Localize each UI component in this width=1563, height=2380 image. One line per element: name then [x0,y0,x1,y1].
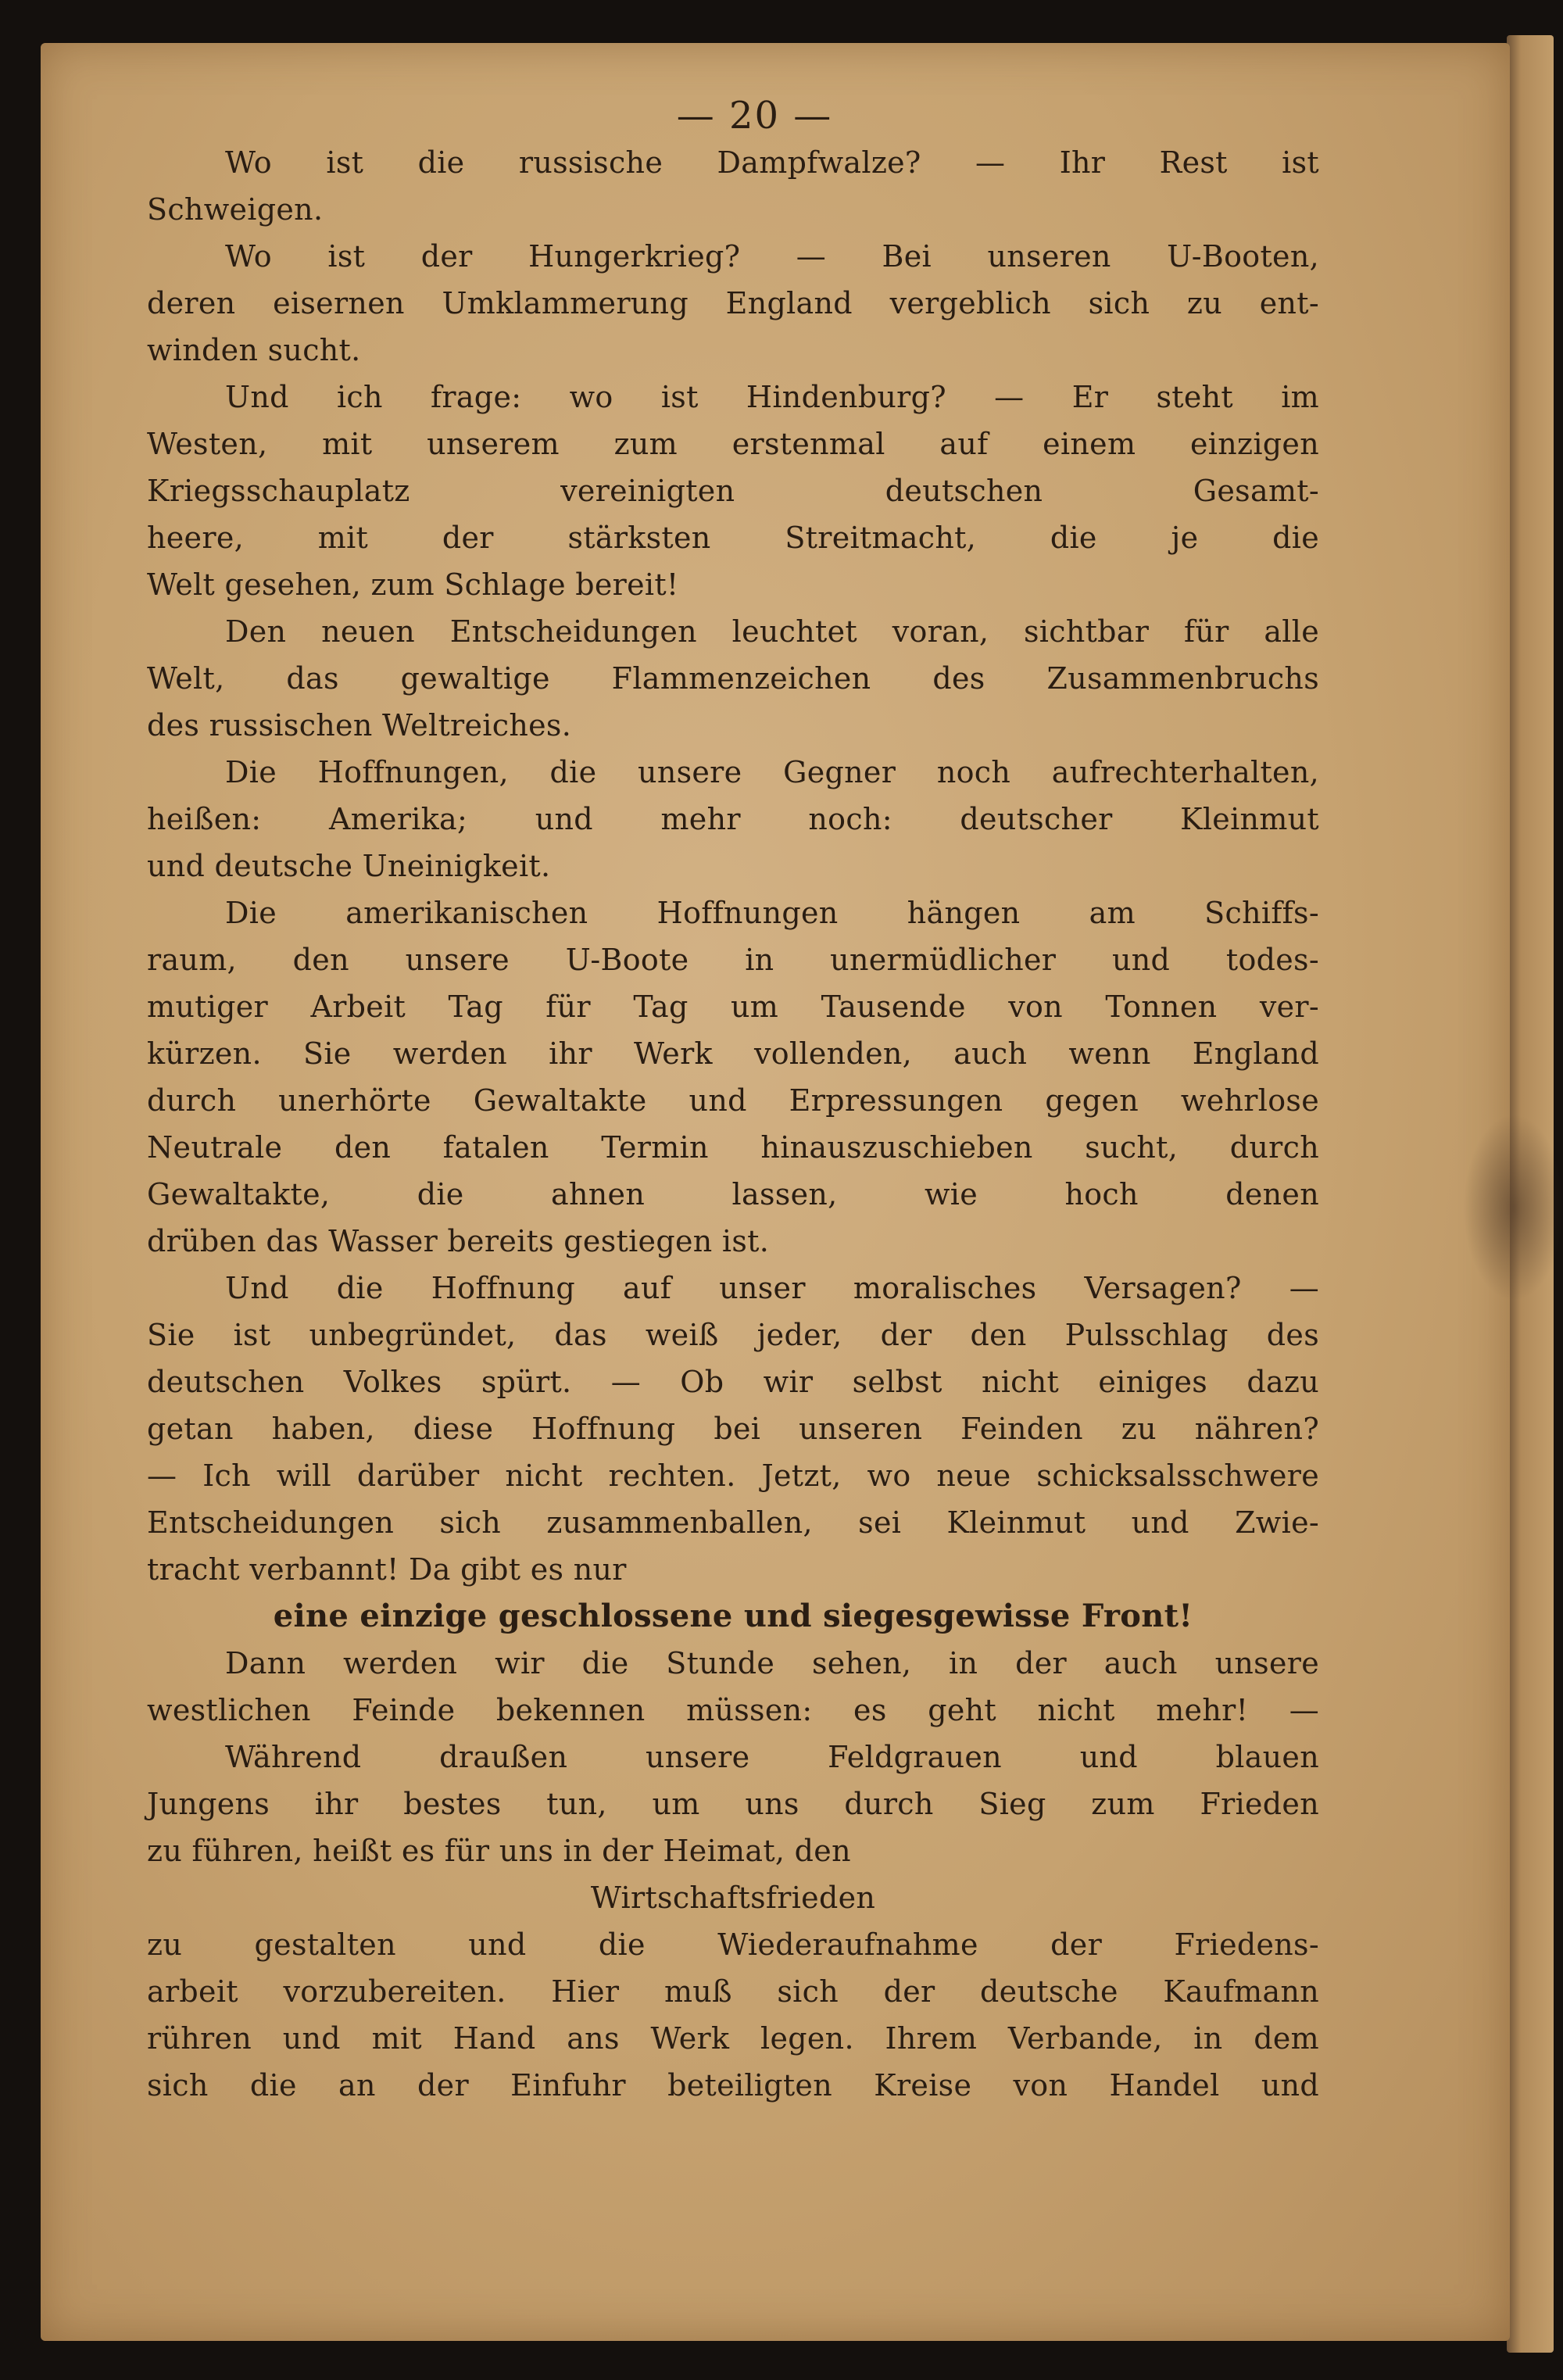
text-line: heißen: Amerika; und mehr noch: deutscher Kleinmut [147,802,1319,836]
text-line: des russischen Weltreiches. [147,708,572,743]
text-line: — Ich will darüber nicht rechten. Jetzt, wo neue schicksalsschwere [147,1458,1319,1493]
text-line: tracht verbannt! Da gibt es nur [147,1552,627,1587]
text-line: deren eisernen Umklammerung England vergeblich sich zu ent- [147,286,1319,320]
text-line: Die amerikanischen Hoffnungen hängen am Schiffs- [225,896,1319,930]
text-line: Und ich frage: wo ist Hindenburg? — Er steht im [225,380,1319,414]
text-line: getan haben, diese Hoffnung bei unseren Feinden zu nähren? [147,1412,1319,1446]
text-line: Neutrale den fatalen Termin hinauszuschieben sucht, durch [147,1130,1319,1165]
section-heading: Wirtschaftsfrieden [590,1881,876,1915]
text-line: rühren und mit Hand ans Werk legen. Ihrem Verbande, in dem [147,2021,1319,2056]
page-text [147,92,1319,2109]
text-line: Kriegsschauplatz vereinigten deutschen Gesamt- [147,474,1319,508]
text-line: Jungens ihr bestes tun, um uns durch Sieg zum Frieden [147,1787,1319,1821]
text-line: mutiger Arbeit Tag für Tag um Tausende von Tonnen ver- [147,990,1319,1024]
text-line: zu gestalten und die Wiederaufnahme der Friedens- [147,1927,1319,1962]
text-line: heere, mit der stärksten Streitmacht, die je die [147,521,1319,555]
text-line: zu führen, heißt es für uns in der Heimat, den [147,1834,851,1868]
text-line: arbeit vorzubereiten. Hier muß sich der deutsche Kaufmann [147,1974,1319,2009]
text-line: westlichen Feinde bekennen müssen: es geht nicht mehr! — [147,1693,1319,1727]
emphasis-line: eine einzige geschlossene und siegesgewisse Front! [273,1598,1193,1634]
text-line: Welt, das gewaltige Flammenzeichen des Zusammenbruchs [147,661,1319,696]
page-stain [1463,1114,1563,1301]
text-line: raum, den unsere U-Boote in unermüdlicher und todes- [147,943,1319,977]
text-line: Wo ist der Hungerkrieg? — Bei unseren U-Booten, [225,239,1319,274]
text-line: drüben das Wasser bereits gestiegen ist. [147,1224,770,1258]
text-line: Und die Hoffnung auf unser moralisches Versagen? — [225,1271,1319,1305]
text-line: Die Hoffnungen, die unsere Gegner noch aufrechterhalten, [225,755,1319,789]
text-line: und deutsche Uneinigkeit. [147,849,551,883]
text-line: deutschen Volkes spürt. — Ob wir selbst nicht einiges dazu [147,1365,1319,1399]
text-line: sich die an der Einfuhr beteiligten Kreise von Handel und [147,2068,1319,2103]
text-line: durch unerhörte Gewaltakte und Erpressungen gegen wehrlose [147,1083,1319,1118]
text-line: Gewaltakte, die ahnen lassen, wie hoch denen [147,1177,1319,1211]
text-line: Während draußen unsere Feldgrauen und blauen [225,1740,1319,1774]
page-number: — 20 — [676,94,833,138]
text-line: Sie ist unbegründet, das weiß jeder, der den Pulsschlag des [147,1318,1319,1352]
text-line: Entscheidungen sich zusammenballen, sei Kleinmut und Zwie- [147,1505,1319,1540]
text-line: Westen, mit unserem zum erstenmal auf einem einzigen [147,427,1319,461]
text-line: winden sucht. [147,333,361,367]
text-line: kürzen. Sie werden ihr Werk vollenden, auch wenn England [147,1036,1319,1071]
text-line: Welt gesehen, zum Schlage bereit! [147,567,679,602]
text-line: Dann werden wir die Stunde sehen, in der auch unsere [225,1646,1319,1680]
text-line: Den neuen Entscheidungen leuchtet voran, sichtbar für alle [225,614,1319,649]
text-line: Schweigen. [147,192,324,227]
text-line: Wo ist die russische Dampfwalze? — Ihr Rest ist [225,145,1319,180]
